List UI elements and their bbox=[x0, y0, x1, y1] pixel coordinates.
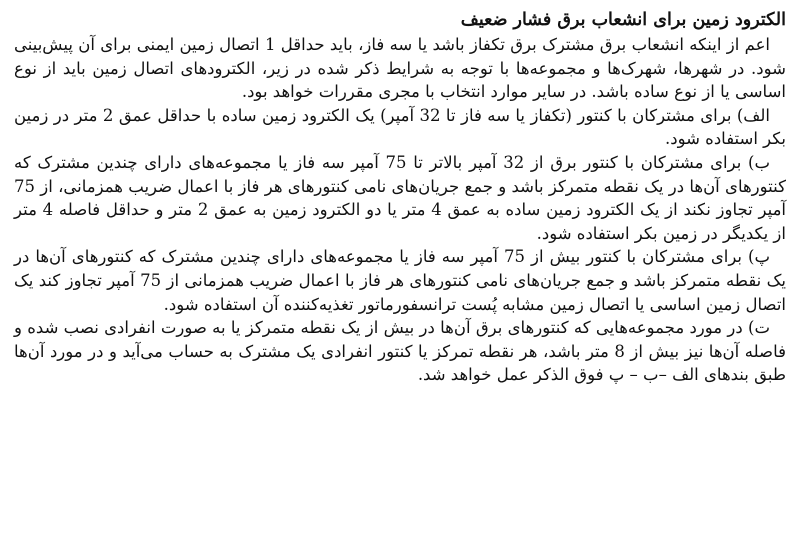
clause-pe-paragraph: پ) برای مشترکان با کنتور بیش از 75 آمپر سه فاز یا مجموعه‌های دارای چندین مشترک که کنتورهای آن‌ها در یک نقطه متمرکز باشد و جمع جریان‌های نامی کنتورهای هر فاز با اعمال ضریب همزمانی از 75 آمپر تجاوز کند یک اتصال زمین اساسی یا اتصال زمین مشابه پُست ترانسفورماتور تغذیه‌کننده آن استفاده شود. bbox=[14, 247, 787, 314]
clause-te-paragraph: ت) در مورد مجموعه‌هایی که کنتورهای برق آن‌ها در بیش از یک نقطه متمرکز یا به صورت انفرادی نصب شده و فاصله آن‌ها نیز بیش از 8 متر باشد، هر نقطه تمرکز یا کنتور انفرادی یک مشترک به حساب می‌آید و در مورد آن‌ها طبق بندهای الف –ب – پ فوق الذکر عمل خواهد شد. bbox=[14, 318, 786, 385]
clause-be-paragraph: ب) برای مشترکان با کنتور برق از 32 آمپر بالاتر تا 75 آمپر سه فاز یا مجموعه‌های دارای چندین مشترک که کنتورهای آن‌ها در یک نقطه متمرکز باشد و جمع جریان‌های نامی کنتورهای هر فاز با اعمال ضریب همزمانی، از 75 آمپر تجاوز نکند از یک الکترود زمین ساده به عمق 4 متر یا دو الکترود زمین به عمق 2 متر و حداقل فاصله 4 متر از یکدیگر در زمین بکر استفاده شود. bbox=[14, 152, 786, 243]
clause-alef-paragraph: الف) برای مشترکان با کنتور (تکفاز یا سه فاز تا 32 آمپر) یک الکترود زمین ساده با حداقل عمق 2 متر در زمین بکر استفاده شود. bbox=[14, 105, 786, 149]
intro-paragraph: اعم از اینکه انشعاب برق مشترک برق تکفاز باشد یا سه فاز، باید حداقل 1 اتصال زمین ایمنی برای آن پیش‌بینی شود. در شهرها، شهرک‌ها و مجموعه‌ها با توجه به شرایط ذکر شده در زیر، الکترودهای اتصال زمین باید از نوع اساسی یا از نوع ساده باشد. در سایر موارد انتخاب با مجری مقررات خواهد بود. bbox=[14, 35, 786, 102]
document-heading: الکترود زمین برای انشعاب برق فشار ضعیف bbox=[460, 10, 786, 30]
